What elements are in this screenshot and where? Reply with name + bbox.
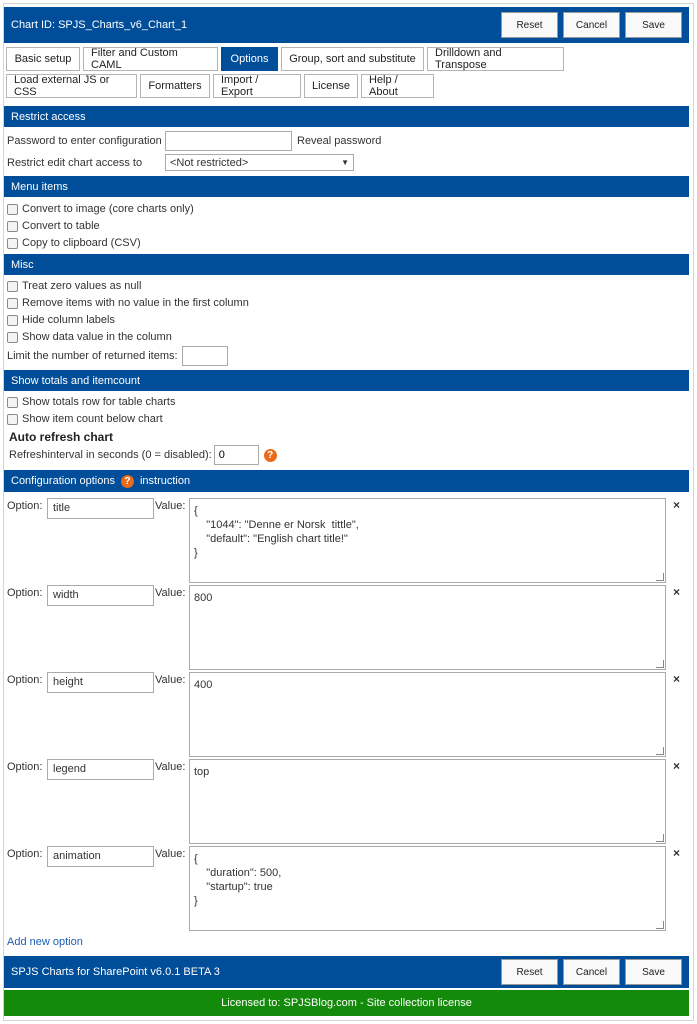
tabs-row-2	[6, 74, 688, 98]
menu-item-option[interactable]	[7, 203, 194, 215]
delete-option-icon[interactable]: ×	[673, 585, 681, 599]
value-label: Value:	[155, 848, 186, 860]
option-name-input[interactable]: title	[47, 498, 154, 519]
option-value-text: top	[194, 766, 210, 778]
checkbox[interactable]	[7, 238, 18, 249]
limit-label: Limit the number of returned items:	[7, 350, 178, 362]
checkbox[interactable]	[7, 332, 18, 343]
edit-access-value: <Not restricted>	[170, 156, 249, 169]
value-label: Value:	[155, 500, 186, 512]
section-misc	[4, 254, 689, 275]
tab-options[interactable]: Options	[221, 47, 278, 71]
cancel-button[interactable]: Cancel	[563, 12, 620, 38]
reset-button[interactable]: Reset	[501, 12, 558, 38]
option-name-input[interactable]: height	[47, 672, 154, 693]
checkbox-label: Treat zero values as null	[22, 280, 142, 292]
cancel-button[interactable]: Cancel	[563, 959, 620, 985]
tab-formatters[interactable]: Formatters	[140, 74, 210, 98]
license-banner	[4, 990, 689, 1016]
checkbox[interactable]	[7, 204, 18, 215]
password-row	[7, 131, 381, 151]
resize-handle-icon[interactable]	[656, 573, 664, 581]
limit-input[interactable]	[182, 346, 228, 366]
value-label: Value:	[155, 674, 186, 686]
resize-handle-icon[interactable]	[656, 660, 664, 668]
auto-refresh-title: Auto refresh chart	[9, 430, 114, 444]
refresh-label: Refreshinterval in seconds (0 = disabled):	[9, 449, 212, 461]
section-restrict-access	[4, 106, 689, 127]
totals-option[interactable]	[7, 413, 163, 425]
chart-id-title: Chart ID: SPJS_Charts_v6_Chart_1	[11, 19, 188, 31]
misc-option[interactable]	[7, 297, 249, 309]
option-label: Option:	[7, 848, 43, 860]
option-value-text: 800	[194, 592, 213, 604]
refresh-input[interactable]	[214, 445, 259, 465]
option-value-text: { "duration": 500, "startup": true }	[194, 853, 282, 907]
value-label: Value:	[155, 761, 186, 773]
limit-row	[7, 346, 228, 366]
tabs-row-1	[6, 47, 688, 71]
checkbox[interactable]	[7, 298, 18, 309]
misc-option[interactable]	[7, 314, 115, 326]
checkbox-label: Hide column labels	[22, 314, 115, 326]
password-input[interactable]	[165, 131, 292, 151]
tab-group-sort[interactable]: Group, sort and substitute	[281, 47, 424, 71]
section-totals	[4, 370, 689, 391]
config-option-row	[7, 498, 687, 584]
option-label: Option:	[7, 587, 43, 599]
menu-item-option[interactable]	[7, 237, 141, 249]
tab-import-export[interactable]: Import / Export	[213, 74, 301, 98]
edit-access-select[interactable]	[165, 154, 354, 171]
reset-button[interactable]: Reset	[501, 959, 558, 985]
tab-filter-caml[interactable]: Filter and Custom CAML	[83, 47, 218, 71]
checkbox-label: Show item count below chart	[22, 413, 163, 425]
delete-option-icon[interactable]: ×	[673, 672, 681, 686]
section-title: Configuration options	[11, 475, 115, 487]
delete-option-icon[interactable]: ×	[673, 846, 681, 860]
totals-option[interactable]	[7, 396, 175, 408]
help-icon[interactable]: ?	[264, 449, 277, 462]
reveal-password-link[interactable]: Reveal password	[297, 135, 382, 147]
checkbox[interactable]	[7, 315, 18, 326]
tab-license[interactable]: License	[304, 74, 358, 98]
option-value-textarea[interactable]	[189, 498, 666, 583]
option-value-text: { "1044": "Denne er Norsk tittle", "default": "English chart title!" }	[194, 505, 359, 559]
section-config-options	[4, 470, 689, 492]
section-menu-items	[4, 176, 689, 197]
checkbox-label: Show totals row for table charts	[22, 396, 176, 408]
tab-drilldown[interactable]: Drilldown and Transpose	[427, 47, 564, 71]
tab-help-about[interactable]: Help / About	[361, 74, 434, 98]
footer-title: SPJS Charts for SharePoint v6.0.1 BETA 3	[11, 966, 220, 978]
edit-access-label: Restrict edit chart access to	[7, 156, 143, 169]
option-value-textarea[interactable]	[189, 585, 666, 670]
config-option-row	[7, 672, 687, 758]
checkbox[interactable]	[7, 221, 18, 232]
value-label: Value:	[155, 587, 186, 599]
option-value-text: 400	[194, 679, 213, 691]
section-title: Restrict access	[11, 110, 86, 123]
option-label: Option:	[7, 500, 43, 512]
config-option-row	[7, 759, 687, 845]
delete-option-icon[interactable]: ×	[673, 498, 681, 512]
menu-item-option[interactable]	[7, 220, 100, 232]
section-title: Show totals and itemcount	[11, 374, 141, 387]
section-title: Misc	[11, 258, 34, 271]
save-button[interactable]: Save	[625, 959, 682, 985]
checkbox-label: Copy to clipboard (CSV)	[22, 237, 141, 249]
header-bar	[4, 7, 689, 43]
refresh-row	[9, 445, 277, 465]
add-new-option-link[interactable]: Add new option	[7, 936, 83, 948]
footer-bar	[4, 956, 689, 988]
password-label: Password to enter configuration	[7, 135, 162, 147]
option-value-textarea[interactable]	[189, 672, 666, 757]
checkbox-label: Show data value in the column	[22, 331, 172, 343]
checkbox[interactable]	[7, 414, 18, 425]
tab-load-external[interactable]: Load external JS or CSS	[6, 74, 137, 98]
instruction-link[interactable]: instruction	[139, 475, 191, 487]
save-button[interactable]: Save	[625, 12, 682, 38]
checkbox-label: Convert to image (core charts only)	[22, 203, 194, 215]
delete-option-icon[interactable]: ×	[673, 759, 681, 773]
option-name-input[interactable]: legend	[47, 759, 154, 780]
option-value-textarea[interactable]	[189, 846, 666, 931]
option-value-textarea[interactable]	[189, 759, 666, 844]
option-name-input[interactable]: animation	[47, 846, 154, 867]
license-text: Licensed to: SPJSBlog.com - Site collection license	[221, 997, 472, 1009]
config-option-row	[7, 585, 687, 671]
resize-handle-icon[interactable]	[656, 747, 664, 755]
checkbox[interactable]	[7, 281, 18, 292]
option-label: Option:	[7, 761, 43, 773]
checkbox-label: Convert to table	[22, 220, 100, 232]
config-option-row	[7, 846, 687, 932]
help-icon[interactable]: ?	[121, 475, 134, 488]
tab-basic-setup[interactable]: Basic setup	[6, 47, 80, 71]
option-name-input[interactable]: width	[47, 585, 154, 606]
checkbox[interactable]	[7, 397, 18, 408]
resize-handle-icon[interactable]	[656, 834, 664, 842]
section-title: Menu items	[11, 180, 68, 193]
option-label: Option:	[7, 674, 43, 686]
edit-access-row	[7, 154, 354, 171]
misc-option[interactable]	[7, 280, 141, 292]
misc-option[interactable]	[7, 331, 172, 343]
checkbox-label: Remove items with no value in the first column	[22, 297, 249, 309]
resize-handle-icon[interactable]	[656, 921, 664, 929]
dropdown-arrow-icon: ▼	[341, 158, 349, 167]
